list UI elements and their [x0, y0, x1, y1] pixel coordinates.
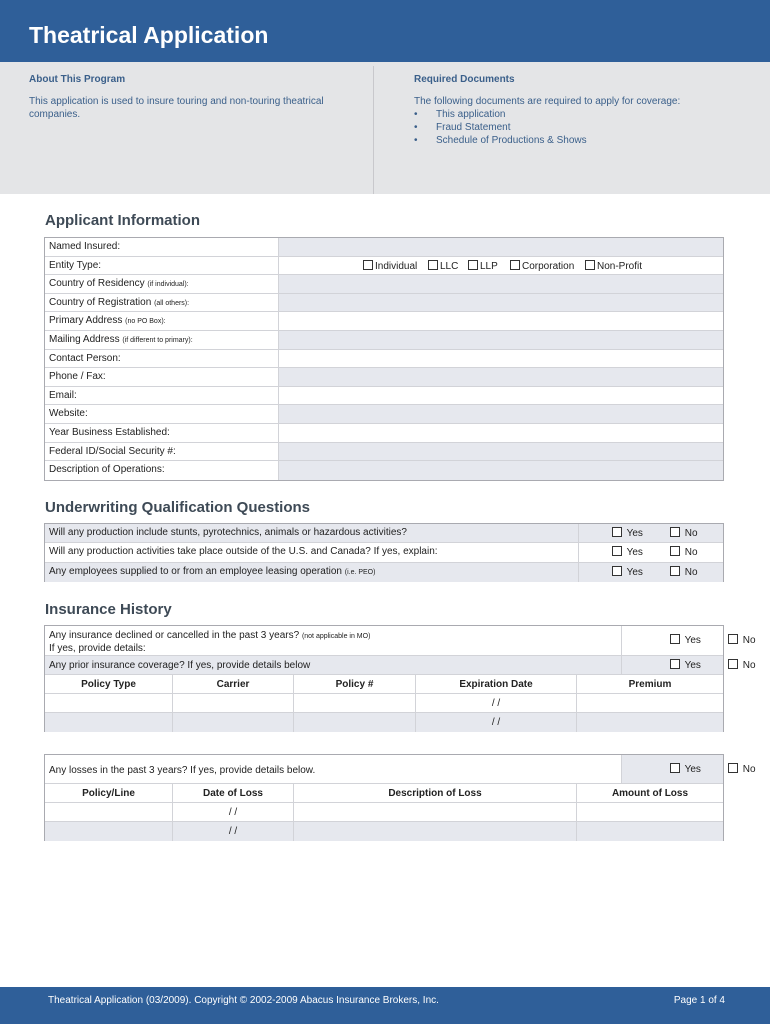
docs-text: The following documents are required to apply for coverage:	[414, 96, 681, 107]
federal-id-field[interactable]	[278, 443, 723, 461]
premium-cell[interactable]	[577, 694, 723, 713]
underwriting-q1-label: Will any production include stunts, pyrotechnics, animals or hazardous activities?	[49, 527, 407, 538]
phone-fax-field[interactable]	[278, 368, 723, 386]
email-row	[45, 387, 723, 406]
losses-answer	[621, 755, 756, 783]
policy-grid	[45, 675, 723, 732]
mailing-address-row	[45, 331, 723, 350]
primary-address-row	[45, 312, 723, 331]
page-footer	[0, 987, 770, 1024]
page-header	[0, 0, 770, 62]
underwriting-table	[44, 523, 724, 582]
declined-row	[45, 626, 756, 656]
country-registration-field[interactable]	[278, 294, 723, 312]
description-of-loss-cell[interactable]	[294, 803, 577, 822]
about-text: This application is used to insure touring and non-touring theatrical companies.	[29, 96, 324, 120]
entity-option-corporation[interactable]: Corporation	[510, 260, 574, 272]
year-established-field[interactable]	[278, 424, 723, 442]
premium-header: Premium	[577, 675, 723, 694]
website-field[interactable]	[278, 405, 723, 423]
description-of-loss-header: Description of Loss	[294, 784, 577, 803]
checkbox-icon	[670, 527, 680, 537]
carrier-cell[interactable]	[173, 694, 294, 713]
q1-no-option[interactable]: No	[670, 527, 698, 539]
underwriting-q1-answer	[578, 524, 723, 542]
policy-type-header: Policy Type	[45, 675, 173, 694]
policy-type-cell[interactable]	[45, 713, 173, 732]
q1-yes-option[interactable]: Yes	[612, 527, 643, 539]
losses-row	[45, 755, 756, 784]
mailing-address-label: Mailing Address (if different to primary):	[49, 333, 193, 345]
checkbox-icon	[728, 659, 738, 669]
losses-label: Any losses in the past 3 years? If yes, provide details below.	[49, 765, 316, 776]
checkbox-icon	[585, 260, 595, 270]
policy-line-header: Policy/Line	[45, 784, 173, 803]
q3-yes-option[interactable]: Yes	[612, 566, 643, 578]
applicant-table	[44, 237, 724, 481]
country-registration-label: Country of Registration (all others):	[49, 296, 190, 308]
losses-no-option[interactable]: No	[728, 763, 756, 775]
phone-fax-label: Phone / Fax:	[49, 371, 106, 383]
footer-page-number: Page 1 of 4	[673, 995, 725, 1006]
q3-no-option[interactable]: No	[670, 566, 698, 578]
description-label: Description of Operations:	[49, 464, 165, 476]
losses-table	[44, 754, 756, 841]
amount-of-loss-header: Amount of Loss	[577, 784, 723, 803]
phone-fax-row	[45, 368, 723, 387]
declined-label: Any insurance declined or cancelled in the past 3 years? (not applicable in MO) If yes, provide details:	[49, 630, 371, 654]
entity-type-field	[278, 257, 723, 275]
year-established-row	[45, 424, 723, 443]
named-insured-field[interactable]	[278, 238, 723, 256]
amount-of-loss-cell[interactable]	[577, 822, 723, 841]
prior-no-option[interactable]: No	[728, 659, 756, 671]
checkbox-icon	[363, 260, 373, 270]
checkbox-icon	[428, 260, 438, 270]
carrier-header: Carrier	[173, 675, 294, 694]
contact-person-row	[45, 350, 723, 369]
underwriting-heading: Underwriting Qualification Questions	[45, 499, 311, 516]
about-heading: About This Program	[29, 74, 126, 85]
checkbox-icon	[612, 566, 622, 576]
entity-type-label: Entity Type:	[49, 259, 102, 271]
entity-option-llp[interactable]: LLP	[468, 260, 498, 272]
intro-panel	[0, 62, 770, 194]
contact-person-field[interactable]	[278, 350, 723, 368]
page-title: Theatrical Application	[29, 22, 269, 48]
docs-block	[414, 95, 744, 147]
q2-no-option[interactable]: No	[670, 546, 698, 558]
intro-divider	[373, 66, 374, 194]
named-insured-row	[45, 238, 723, 257]
checkbox-icon	[670, 546, 680, 556]
underwriting-q1-row	[45, 524, 723, 543]
declined-yes-option[interactable]: Yes	[670, 634, 701, 646]
website-label: Website:	[49, 408, 88, 420]
premium-cell[interactable]	[577, 713, 723, 732]
date-of-loss-cell[interactable]: / /	[173, 803, 294, 822]
checkbox-icon	[612, 527, 622, 537]
docs-item: • Schedule of Productions & Shows	[414, 134, 744, 147]
checkbox-icon	[510, 260, 520, 270]
prior-coverage-answer	[621, 656, 756, 674]
country-residency-label: Country of Residency (if individual):	[49, 278, 189, 290]
expiration-date-header: Expiration Date	[416, 675, 577, 694]
underwriting-q2-row	[45, 543, 723, 562]
primary-address-field[interactable]	[278, 312, 723, 330]
country-registration-row	[45, 294, 723, 313]
prior-coverage-label: Any prior insurance coverage? If yes, provide details below	[49, 660, 311, 671]
description-of-loss-cell[interactable]	[294, 822, 577, 841]
policy-line-cell[interactable]	[45, 822, 173, 841]
underwriting-q2-label: Will any production activities take place outside of the U.S. and Canada? If yes, explain:	[49, 546, 438, 558]
year-established-label: Year Business Established:	[49, 426, 170, 438]
prior-coverage-row	[45, 656, 756, 675]
q2-yes-option[interactable]: Yes	[612, 546, 643, 558]
expiration-date-cell[interactable]: / /	[416, 713, 577, 732]
docs-list	[414, 108, 744, 147]
underwriting-q3-answer	[578, 563, 723, 582]
checkbox-icon	[468, 260, 478, 270]
date-of-loss-cell[interactable]: / /	[173, 822, 294, 841]
footer-copyright: Theatrical Application (03/2009). Copyright © 2002-2009 Abacus Insurance Brokers, Inc.	[48, 995, 439, 1006]
entity-type-row	[45, 257, 723, 276]
underwriting-q3-label: Any employees supplied to or from an employee leasing operation (i.e. PEO)	[49, 565, 376, 577]
expiration-date-cell[interactable]: / /	[416, 694, 577, 713]
declined-no-option[interactable]: No	[728, 634, 756, 646]
entity-option-llc[interactable]: LLC	[428, 260, 458, 272]
prior-yes-option[interactable]: Yes	[670, 659, 701, 671]
underwriting-q3-row	[45, 563, 723, 582]
primary-address-label: Primary Address (no PO Box):	[49, 315, 166, 327]
docs-heading: Required Documents	[414, 74, 515, 85]
email-label: Email:	[49, 389, 77, 401]
date-of-loss-header: Date of Loss	[173, 784, 294, 803]
checkbox-icon	[612, 546, 622, 556]
docs-item: • This application	[414, 108, 744, 121]
federal-id-label: Federal ID/Social Security #:	[49, 445, 176, 457]
mailing-address-field[interactable]	[278, 331, 723, 349]
entity-option-individual[interactable]: Individual	[363, 260, 417, 272]
applicant-heading: Applicant Information	[45, 212, 200, 229]
entity-option-non-profit[interactable]: Non-Profit	[585, 260, 642, 272]
underwriting-q2-answer	[578, 543, 723, 561]
docs-item: • Fraud Statement	[414, 121, 744, 134]
checkbox-icon	[670, 634, 680, 644]
carrier-cell[interactable]	[173, 713, 294, 732]
contact-person-label: Contact Person:	[49, 352, 121, 364]
prior-coverage-table	[44, 625, 756, 732]
checkbox-icon	[670, 566, 680, 576]
policy-number-cell[interactable]	[294, 713, 416, 732]
federal-id-row	[45, 443, 723, 462]
checkbox-icon	[728, 763, 738, 773]
website-row	[45, 405, 723, 424]
amount-of-loss-cell[interactable]	[577, 803, 723, 822]
email-field[interactable]	[278, 387, 723, 405]
description-row	[45, 461, 723, 480]
policy-number-header: Policy #	[294, 675, 416, 694]
description-field[interactable]	[278, 461, 723, 480]
policy-line-cell[interactable]	[45, 803, 173, 822]
declined-answer	[621, 626, 756, 655]
checkbox-icon	[670, 763, 680, 773]
checkbox-icon	[670, 659, 680, 669]
policy-number-cell[interactable]	[294, 694, 416, 713]
country-residency-row	[45, 275, 723, 294]
country-residency-field[interactable]	[278, 275, 723, 293]
policy-type-cell[interactable]	[45, 694, 173, 713]
loss-grid	[45, 784, 723, 841]
checkbox-icon	[728, 634, 738, 644]
named-insured-label: Named Insured:	[49, 241, 121, 252]
history-heading: Insurance History	[45, 601, 172, 618]
losses-yes-option[interactable]: Yes	[670, 763, 701, 775]
